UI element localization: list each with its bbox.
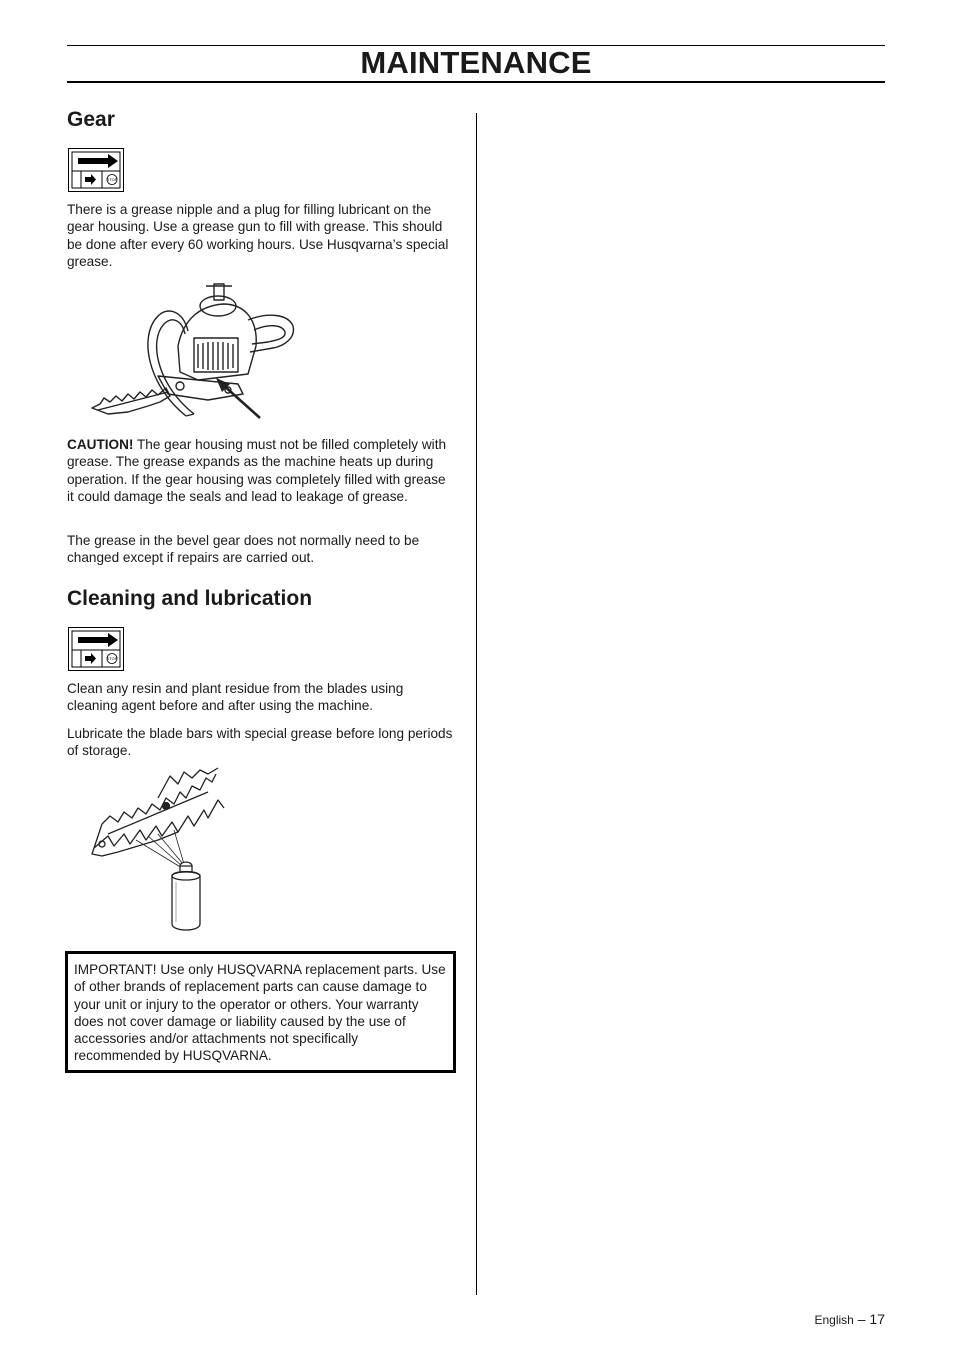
stop-arrow-icon: [68, 148, 124, 192]
footer-separator: –: [853, 1311, 870, 1327]
important-notice-box: [65, 951, 456, 1073]
cleaning-paragraph-1: Clean any resin and plant residue from the blades using cleaning agent before and after using the machine.: [67, 681, 404, 714]
caution-text: The gear housing must not be filled completely with grease. The grease expands as the machine heats up during operation. If the gear housing was completely filled with grease it could damage the seals and lead to leakage of grease.: [67, 437, 447, 505]
page-footer: [814, 1311, 885, 1327]
stop-sign-text: STOP: [106, 177, 118, 183]
footer-language: English: [814, 1313, 854, 1327]
page-title: MAINTENANCE: [360, 45, 592, 80]
gear-caution-paragraph: [67, 436, 455, 506]
header-rule-bottom: [67, 81, 885, 83]
column-divider: [476, 113, 477, 1295]
gear-paragraph-2: The grease in the bevel gear does not normally need to be changed except if repairs are carried out.: [67, 533, 420, 566]
gear-paragraph-1: There is a grease nipple and a plug for filling lubricant on the gear housing. Use a grease gun to fill with grease. This should be done after every 60 working hours. Use Husqvarna’s special grease.: [67, 202, 449, 270]
caution-label: CAUTION!: [67, 437, 134, 452]
gear-heading: Gear: [67, 108, 115, 131]
cleaning-heading: Cleaning and lubrication: [67, 587, 313, 610]
hedge-trimmer-illustration: [88, 276, 298, 426]
stop-arrow-icon: [68, 627, 124, 671]
blade-lubrication-illustration: [88, 764, 230, 934]
cleaning-paragraph-2: Lubricate the blade bars with special grease before long periods of storage.: [67, 726, 453, 759]
page-number: 17: [869, 1311, 885, 1327]
stop-sign-text: STOP: [106, 656, 118, 662]
important-notice-text: IMPORTANT! Use only HUSQVARNA replacement parts. Use of other brands of replacement parts can cause damage to your unit or injury to the operator or others. Your warranty does not cover damage or liability caused by the use of accessories and/or attachments not specifically recommended by HUSQVARNA.: [74, 962, 446, 1064]
